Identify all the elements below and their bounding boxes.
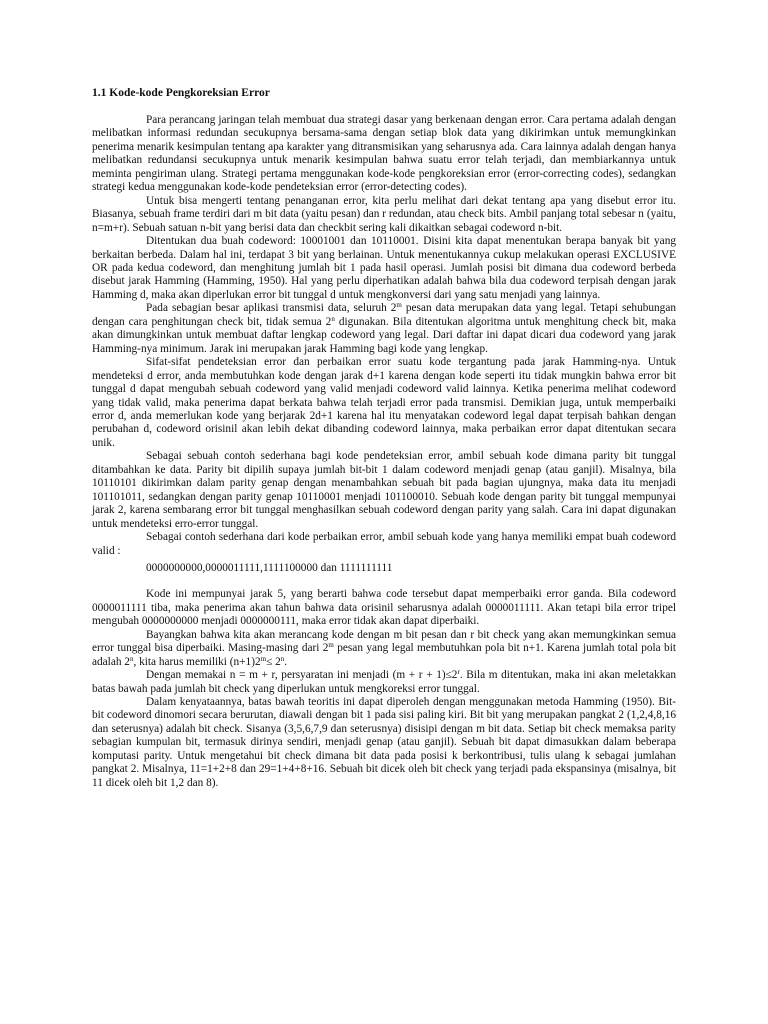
body-paragraph: [92, 450, 676, 531]
superscript: m: [260, 654, 267, 663]
body-paragraph: [92, 195, 676, 235]
paragraph-text: Dalam kenyataannya, batas bawah teoritis ini dapat diperoleh dengan menggunakan metoda Hamming (1950). Bit-bit codeword dinomori secara berurutan, diawali dengan bit 1 pada sisi paling kiri. Bit bit yang merupakan pangkat 2 (1,2,4,8,16 dan seterusnya) adalah bit check. Sisanya (3,5,6,7,9 dan seterusnya) disisipi dengan m bit data. Setiap bit check memaksa parity sebagian kumpulan bit, termasuk dirinya sendiri, menjadi genap (atau ganjil). Sebuah bit dapat dimasukkan dalam beberapa komputasi parity. Untuk mengetahui bit check dimana bit data pada posisi k berkontribusi, tulis ulang k sebagai jumlahan pangkat 2. Misalnya, 11=1+2+8 dan 29=1+4+8+16. Sebuah bit dicek oleh bit check yang terjadi pada ekspansinya (misalnya, bit 11 dicek oleh bit 1,2 dan 8).: [92, 696, 676, 789]
paragraph-group-1: [92, 114, 676, 558]
superscript: r: [457, 668, 460, 677]
paragraph-text: Dengan memakai n = m + r, persyaratan ini menjadi (m + r + 1)≤2: [146, 669, 458, 682]
paragraph-text: Pada sebagian besar aplikasi transmisi data, seluruh 2: [146, 302, 397, 315]
paragraph-text: .: [284, 655, 288, 668]
body-paragraph: [92, 356, 676, 450]
blank-line: [92, 575, 676, 588]
body-paragraph: [92, 531, 676, 558]
paragraph-text: Sebagai contoh sederhana dari kode perbaikan error, ambil sebuah kode yang hanya memiliki empat buah codeword valid :: [92, 531, 676, 557]
paragraph-group-2: [92, 588, 676, 790]
body-paragraph: [92, 696, 676, 790]
paragraph-text: ≤ 2: [266, 655, 281, 668]
superscript: n: [280, 654, 285, 663]
superscript: m: [396, 301, 402, 310]
paragraph-text: digunakan. Bila ditentukan algoritma untuk menghitung check bit, maka akan dimungkinkan untuk membuat daftar lengkap codeword yang legal. Dari daftar ini dapat dicari dua codeword yang jarak Hamming-nya minimum. Jarak ini merupakan jarak Hamming bagi kode yang lengkap.: [92, 315, 677, 355]
paragraph-text: Sebagai sebuah contoh sederhana bagi kode pendeteksian error, ambil sebuah kode dimana parity bit tunggal ditambahkan ke data. Parity bit dipilih supaya jumlah bit-bit 1 dalam codeword menjadi genap (atau ganjil). Misalnya, bila 10110101 dikirimkan dalam parity genap dengan menambahkan sebuah bit pada bagian ujungnya, maka data itu menjadi 101101011, sedangkan dengan parity genap 10110001 menjadi 101100010. Sebuah kode dengan parity bit tunggal mempunyai jarak 2, karena sembarang error bit tunggal menghasilkan sebuah codeword dengan parity yang salah. Cara ini dapat digunakan untuk mendeteksi erro-error tunggal.: [92, 450, 676, 530]
paragraph-text: . Bila m ditentukan, maka ini akan meletakkan batas bawah pada jumlah bit check yang diperlukan untuk mengkoreksi error tunggal.: [92, 669, 677, 695]
superscript: n: [331, 314, 335, 323]
paragraph-text: Bayangkan bahwa kita akan merancang kode dengan m bit pesan dan r bit check yang akan memungkinkan semua error tunggal bisa diperbaiki. Masing-masing dari 2: [92, 628, 676, 655]
superscript: n: [129, 654, 134, 663]
superscript: m: [328, 641, 334, 650]
body-paragraph: [92, 588, 676, 628]
body-paragraph: [92, 629, 676, 669]
paragraph-text: Kode ini mempunyai jarak 5, yang berarti bahwa code tersebut dapat memperbaiki error ganda. Bila codeword 0000011111 tiba, maka penerima akan tahun bahwa data orisinil seharusnya adalah 0000011111. Akan tetapi bila error tripel mengubah 0000000000 menjadi 0000000111, maka error tidak akan dapat diperbaiki.: [92, 588, 676, 628]
codeword-list: 0000000000,0000011111,1111100000 dan 1111111111: [146, 561, 393, 574]
paragraph-text: Para perancang jaringan telah membuat dua strategi dasar yang berkenaan dengan error. Cara pertama adalah dengan melibatkan informasi redundan secukupnya bersama-sama dengan setiap blok data yang dikirimkan untuk memungkinkan penerima menarik kesimpulan tentang apa karakter yang ditransmisikan yang seharusnya ada. Cara lainnya adalah dengan hanya melibatkan redundansi secukupnya untuk menarik kesimpulan bahwa suatu error telah terjadi, dan membiarkannya untuk meminta pengiriman ulang. Strategi pertama menggunakan kode-kode pengkoreksian error (error-correcting codes), sedangkan strategi kedua menggunakan kode-kode pendeteksian error (error-detecting codes).: [92, 114, 676, 194]
paragraph-text: pesan data merupakan data yang legal. Tetapi sehubungan dengan cara penghitungan check bit, tidak semua 2: [92, 302, 676, 328]
body-paragraph: [92, 114, 676, 195]
body-paragraph: [92, 302, 676, 356]
body-paragraph: [92, 235, 676, 302]
section-heading: 1.1 Kode-kode Pengkoreksian Error: [92, 87, 270, 99]
paragraph-text: Sifat-sifat pendeteksian error dan perbaikan error suatu kode tergantung pada jarak Hamming-nya. Untuk mendeteksi d error, anda membutuhkan kode dengan jarak d+1 karena dengan kode seperti itu tidak mungkin bahwa error bit tunggal d dapat mengubah sebuah codeword yang valid menjadi codeword valid lainnya. Ketika penerima melihat codeword yang tidak valid, maka penerima dapat berkata bahwa telah terjadi error pada transmisi. Demikian juga, untuk memperbaiki error d, anda memerlukan kode yang berjarak 2d+1 karena hal itu menyatakan codeword legal dapat terpisah bahkan dengan perubahan d, codeword orisinil akan lebih dekat dibanding codeword lainnya, maka perbaikan error dapat ditentukan secara unik.: [92, 356, 676, 449]
paragraph-text: pesan yang legal membutuhkan pola bit n+1. Karena jumlah total pola bit adalah 2: [92, 642, 676, 668]
paragraph-text: , kita harus memiliki (n+1)2: [133, 655, 261, 668]
paragraph-text: Ditentukan dua buah codeword: 10001001 dan 10110001. Disini kita dapat menentukan berapa banyak bit yang berkaitan berbeda. Dalam hal ini, terdapat 3 bit yang berlainan. Untuk menentukannya cukup melakukan operasi EXCLUSIVE OR pada kedua codeword, dan menghitung jumlah bit 1 pada hasil operasi. Jumlah posisi bit dimana dua codeword berbeda disebut jarak Hamming (Hamming, 1950). Hal yang perlu diperhatikan adalah bahwa bila dua codeword terpisah dengan jarak Hamming d, maka akan diperlukan error bit tunggal d untuk mengkonversi dari yang satu menjadi yang lainnya.: [92, 235, 676, 301]
paragraph-text: Untuk bisa mengerti tentang penanganan error, kita perlu melihat dari dekat tentang apa yang disebut error itu. Biasanya, sebuah frame terdiri dari m bit data (yaitu pesan) dan r redundan, atau check bits. Ambil panjang total sebesar n (yaitu, n=m+r). Sebuah satuan n-bit yang berisi data dan checkbit sering kali dikaitkan sebagai codeword n-bit.: [92, 194, 676, 234]
body-paragraph: [92, 669, 676, 696]
